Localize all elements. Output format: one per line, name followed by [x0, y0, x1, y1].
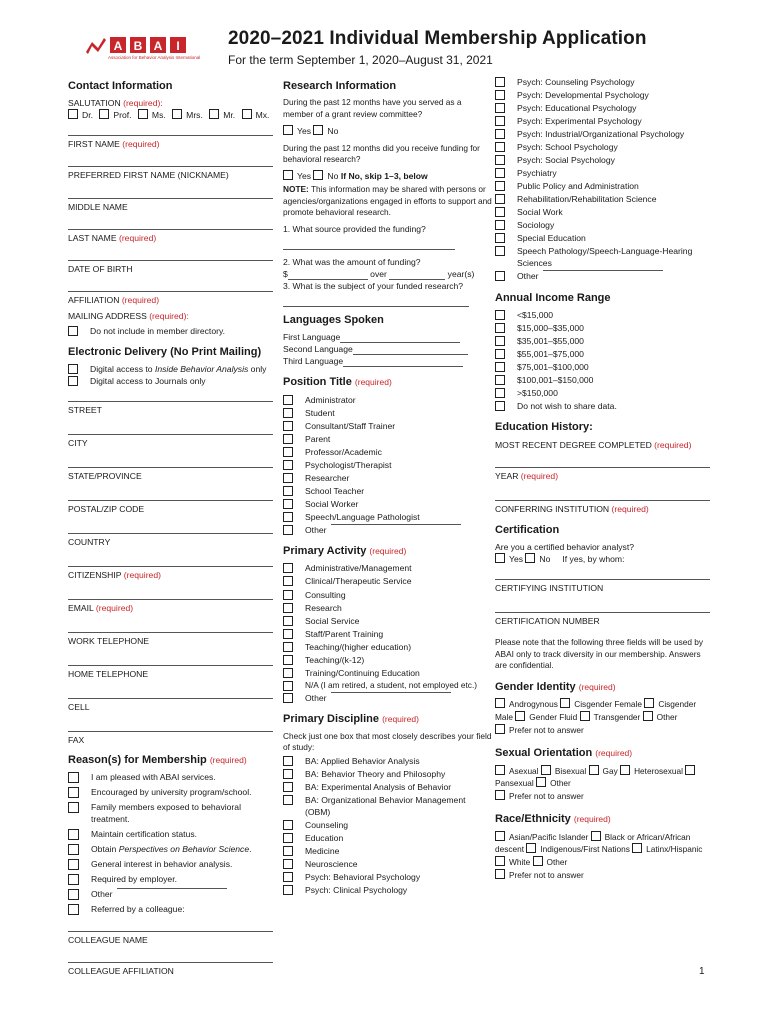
gender-option[interactable]: Cisgender Female — [560, 699, 642, 709]
discipline-option[interactable]: BA: Applied Behavior Analysis — [283, 755, 493, 767]
income-options — [495, 309, 710, 412]
activity-option[interactable]: Research — [283, 602, 493, 614]
reason-option-other[interactable]: Other — [68, 888, 273, 900]
cell-label: CELL — [68, 702, 90, 713]
discipline-option[interactable]: Psych: Industrial/Organizational Psychology — [495, 128, 710, 140]
gender-option[interactable]: Androgynous — [495, 699, 558, 709]
activity-option[interactable]: Clinical/Therapeutic Service — [283, 575, 493, 587]
discipline-option[interactable]: Special Education — [495, 232, 710, 244]
first-name-label: FIRST NAME (required) — [68, 139, 160, 150]
cert-number-input[interactable] — [495, 600, 710, 613]
discipline-options — [283, 755, 493, 896]
digital-iba-option[interactable]: Digital access to Inside Behavior Analysis only — [68, 363, 273, 375]
colleague-name-label: COLLEAGUE NAME — [68, 935, 148, 946]
income-option[interactable]: $15,000–$35,000 — [495, 322, 710, 334]
gender-option[interactable]: Gender Fluid — [515, 712, 577, 722]
certification-question: Are you a certified behavior analyst? — [495, 542, 635, 553]
income-option[interactable]: $75,001–$100,000 — [495, 361, 710, 373]
position-option[interactable]: Psychologist/Therapist — [283, 459, 493, 471]
discipline-option[interactable]: Public Policy and Administration — [495, 180, 710, 192]
activity-option-other[interactable]: Other — [283, 692, 493, 704]
discipline-option[interactable]: Psych: Clinical Psychology — [283, 884, 493, 896]
income-option[interactable]: Do not wish to share data. — [495, 400, 710, 412]
income-option[interactable]: >$150,000 — [495, 387, 710, 399]
preferred-name-input[interactable] — [68, 154, 273, 167]
discipline-option[interactable]: BA: Experimental Analysis of Behavior — [283, 781, 493, 793]
first-language-field[interactable]: First Language — [283, 331, 493, 343]
education-heading: Education History: — [495, 421, 593, 434]
discipline-option[interactable]: Sociology — [495, 219, 710, 231]
dob-input[interactable] — [68, 248, 273, 261]
discipline-option[interactable]: BA: Behavior Theory and Philosophy — [283, 768, 493, 780]
activity-option[interactable]: Administrative/Management — [283, 562, 493, 574]
electronic-heading: Electronic Delivery (No Print Mailing) — [68, 345, 262, 358]
logo-tagline: Association for Behavior Analysis International — [108, 55, 201, 60]
activity-option[interactable]: Teaching/(k-12) — [283, 654, 493, 666]
race-option[interactable]: Prefer not to answer — [495, 870, 584, 880]
position-option[interactable]: Parent — [283, 433, 493, 445]
gender-option[interactable]: Transgender — [580, 712, 641, 722]
salutation-option[interactable]: Dr. — [68, 110, 93, 120]
discipline-option-other[interactable]: Other — [495, 270, 710, 282]
orientation-option[interactable]: Prefer not to answer — [495, 791, 584, 801]
cert-institution-label: CERTIFYING INSTITUTION — [495, 583, 604, 594]
funding-amount-label: 2. What was the amount of funding? — [283, 256, 421, 267]
discipline-option[interactable]: Medicine — [283, 845, 493, 857]
position-option[interactable]: Social Worker — [283, 498, 493, 510]
funding-source-input[interactable] — [283, 237, 455, 250]
middle-name-label: MIDDLE NAME — [68, 201, 128, 212]
discipline-heading: Primary Discipline (required) — [283, 713, 419, 726]
income-heading: Annual Income Range — [495, 291, 611, 304]
orientation-option[interactable]: Bisexual — [541, 766, 586, 776]
gender-options — [495, 698, 710, 736]
year-input[interactable] — [495, 455, 710, 468]
no-directory-option[interactable]: Do not include in member directory. — [68, 325, 273, 337]
salutation-option[interactable]: Prof. — [99, 110, 131, 120]
institution-label: CONFERRING INSTITUTION (required) — [495, 503, 649, 514]
city-label: CITY — [68, 438, 88, 449]
colleague-affiliation-input[interactable] — [68, 950, 273, 963]
cert-number-label: CERTIFICATION NUMBER — [495, 616, 600, 627]
state-input[interactable] — [68, 455, 273, 468]
position-option[interactable]: Student — [283, 407, 493, 419]
discipline-option[interactable]: Speech Pathology/Speech-Language-Hearing Sciences — [495, 245, 710, 269]
reason-option[interactable]: Family members exposed to behavioral treatment. — [68, 801, 273, 825]
city-input[interactable] — [68, 422, 273, 435]
page-number: 1 — [699, 966, 705, 977]
funding-options — [283, 170, 493, 182]
gender-option[interactable]: Cisgender Male — [495, 699, 697, 722]
reason-option[interactable]: I am pleased with ABAI services. — [68, 771, 273, 783]
street-label: STREET — [68, 405, 102, 416]
affiliation-label: AFFILIATION (required) — [68, 294, 160, 305]
orientation-option[interactable]: Other — [536, 778, 571, 788]
cert-no[interactable]: No — [525, 554, 550, 564]
work-phone-input[interactable] — [68, 620, 273, 633]
discipline-options-continued — [495, 76, 710, 283]
home-phone-label: HOME TELEPHONE — [68, 669, 149, 680]
discipline-option[interactable]: Psych: Developmental Psychology — [495, 89, 710, 101]
grant-no[interactable]: No — [313, 126, 338, 136]
street-input[interactable] — [68, 389, 273, 402]
degree-label: MOST RECENT DEGREE COMPLETED (required) — [495, 439, 692, 450]
svg-text:A: A — [153, 39, 163, 53]
position-option[interactable]: Administrator — [283, 394, 493, 406]
funding-amount-row: $ over year(s) — [283, 268, 475, 279]
funding-no[interactable]: No — [313, 171, 338, 181]
position-options — [283, 394, 493, 536]
skip-note: If No, skip 1–3, below — [340, 170, 428, 181]
grant-review-options — [283, 125, 493, 137]
postal-label: POSTAL/ZIP CODE — [68, 504, 145, 515]
colleague-affiliation-label: COLLEAGUE AFFILIATION — [68, 966, 174, 977]
position-option[interactable]: Consultant/Staff Trainer — [283, 420, 493, 432]
gender-heading: Gender Identity (required) — [495, 680, 616, 693]
discipline-option[interactable]: Psych: School Psychology — [495, 141, 710, 153]
position-option[interactable]: Speech/Language Pathologist — [283, 511, 493, 523]
activity-option[interactable]: Social Service — [283, 615, 493, 627]
certification-options: Yes No If yes, by whom: — [495, 553, 710, 565]
citizenship-input[interactable] — [68, 554, 273, 567]
activity-option[interactable]: Consulting — [283, 589, 493, 601]
third-language-field[interactable]: Third Language — [283, 355, 493, 367]
dob-label: DATE OF BIRTH — [68, 263, 133, 274]
position-option[interactable]: Professor/Academic — [283, 446, 493, 458]
mailing-address-label: MAILING ADDRESS (required): — [68, 310, 189, 321]
income-option[interactable]: $35,001–$55,000 — [495, 335, 710, 347]
race-option[interactable]: Asian/Pacific Islander — [495, 832, 588, 842]
discipline-option[interactable]: BA: Organizational Behavior Management (OBM) — [283, 794, 493, 818]
salutation-option[interactable]: Mrs. — [172, 110, 203, 120]
middle-name-input[interactable] — [68, 186, 273, 199]
orientation-option[interactable]: Pansexual — [495, 766, 699, 789]
reason-option-referred[interactable]: Referred by a colleague: — [68, 903, 273, 915]
discipline-option[interactable]: Psych: Educational Psychology — [495, 102, 710, 114]
column-research — [283, 75, 493, 897]
svg-text:I: I — [176, 39, 180, 53]
discipline-option[interactable]: Psychiatry — [495, 167, 710, 179]
orientation-option[interactable]: Asexual — [495, 766, 539, 776]
position-option[interactable]: School Teacher — [283, 485, 493, 497]
income-option[interactable]: $100,001–$150,000 — [495, 374, 710, 386]
cell-input[interactable] — [68, 686, 273, 699]
contact-heading: Contact Information — [68, 80, 173, 92]
discipline-option[interactable]: Psych: Experimental Psychology — [495, 115, 710, 127]
certification-heading: Certification — [495, 523, 560, 536]
discipline-option[interactable]: Counseling — [283, 819, 493, 831]
activity-option[interactable]: N/A (I am retired, a student, not employed etc.) — [283, 680, 493, 692]
discipline-option[interactable]: Education — [283, 832, 493, 844]
preferred-name-label: PREFERRED FIRST NAME (NICKNAME) — [68, 170, 229, 181]
reasons-heading: Reason(s) for Membership (required) — [68, 753, 247, 766]
discipline-intro: Check just one box that most closely describes your field of study: — [283, 730, 492, 753]
discipline-option[interactable]: Neuroscience — [283, 858, 493, 870]
income-option[interactable]: <$15,000 — [495, 309, 710, 321]
column-contact — [68, 75, 273, 981]
first-name-input[interactable] — [68, 123, 273, 136]
year-label: YEAR (required) — [495, 470, 559, 481]
postal-input[interactable] — [68, 488, 273, 501]
country-label: COUNTRY — [68, 537, 111, 548]
discipline-option[interactable]: Psych: Counseling Psychology — [495, 76, 710, 88]
race-option[interactable]: Latinx/Hispanic — [632, 844, 702, 854]
work-phone-label: WORK TELEPHONE — [68, 636, 150, 647]
fax-input[interactable] — [68, 719, 273, 732]
grant-yes[interactable]: Yes — [283, 126, 311, 136]
cert-yes[interactable]: Yes — [495, 554, 523, 564]
languages-heading: Languages Spoken — [283, 313, 384, 326]
position-option-other[interactable]: Other — [283, 524, 493, 536]
fax-label: FAX — [68, 735, 85, 746]
grant-review-question: During the past 12 months have you served as a member of a grant review committee? — [283, 97, 462, 119]
race-option[interactable]: Indigenous/First Nations — [526, 844, 629, 854]
page-subtitle: For the term September 1, 2020–August 31, 2021 — [228, 53, 493, 67]
salutation-option[interactable]: Mr. — [209, 110, 235, 120]
gender-option[interactable]: Other — [643, 712, 678, 722]
discipline-option[interactable]: Rehabilitation/Rehabilitation Science — [495, 193, 710, 205]
orientation-option[interactable]: Gay — [589, 766, 618, 776]
cert-institution-input[interactable] — [495, 567, 710, 580]
funding-subject-label: 3. What is the subject of your funded research? — [283, 280, 464, 291]
country-input[interactable] — [68, 521, 273, 534]
home-phone-input[interactable] — [68, 653, 273, 666]
affiliation-input[interactable] — [68, 279, 273, 292]
last-name-label: LAST NAME (required) — [68, 232, 157, 243]
institution-input[interactable] — [495, 488, 710, 501]
reason-option[interactable]: Obtain Perspectives on Behavior Science. — [68, 843, 273, 855]
reason-option[interactable]: Required by employer. — [68, 873, 273, 885]
state-label: STATE/PROVINCE — [68, 471, 142, 482]
reason-option[interactable]: General interest in behavior analysis. — [68, 858, 273, 870]
email-input[interactable] — [68, 587, 273, 600]
race-options — [495, 831, 710, 881]
colleague-name-input[interactable] — [68, 919, 273, 932]
second-language-field[interactable]: Second Language — [283, 343, 493, 355]
funding-question: During the past 12 months did you receive funding for behavioral research? — [283, 142, 480, 165]
svg-text:A: A — [113, 39, 123, 53]
funding-source-label: 1. What source provided the funding? — [283, 223, 426, 234]
orientation-option[interactable]: Heterosexual — [620, 766, 683, 776]
orientation-options — [495, 765, 710, 803]
svg-text:B: B — [133, 39, 143, 53]
discipline-option[interactable]: Psych: Social Psychology — [495, 154, 710, 166]
research-note: NOTE: This information may be shared with persons or agencies/organizations engaged in efforts to support and promote behavioral research. — [283, 183, 492, 218]
salutation-label: SALUTATION (required): — [68, 98, 163, 109]
column-right — [495, 75, 710, 881]
salutation-options — [68, 109, 273, 121]
activity-options — [283, 562, 493, 704]
race-option[interactable]: White — [495, 857, 530, 867]
reason-option[interactable]: Encouraged by university program/school. — [68, 786, 273, 798]
race-option[interactable]: Black or African/African descent — [495, 831, 691, 855]
discipline-option[interactable]: Psych: Behavioral Psychology — [283, 871, 493, 883]
citizenship-label: CITIZENSHIP (required) — [68, 570, 161, 581]
race-heading: Race/Ethnicity (required) — [495, 813, 611, 826]
salutation-option[interactable]: Mx. — [242, 110, 270, 120]
funding-yes[interactable]: Yes — [283, 171, 311, 181]
orientation-heading: Sexual Orientation (required) — [495, 747, 633, 760]
income-option[interactable]: $55,001–$75,000 — [495, 348, 710, 360]
activity-option[interactable]: Training/Continuing Education — [283, 667, 493, 679]
email-label: EMAIL (required) — [68, 603, 134, 614]
race-option[interactable]: Other — [533, 857, 568, 867]
discipline-option[interactable]: Social Work — [495, 206, 710, 218]
activity-option[interactable]: Staff/Parent Training — [283, 628, 493, 640]
last-name-input[interactable] — [68, 217, 273, 230]
position-option[interactable]: Researcher — [283, 472, 493, 484]
page-title: 2020–2021 Individual Membership Application — [228, 28, 647, 49]
research-heading: Research Information — [283, 80, 397, 92]
salutation-option[interactable]: Ms. — [138, 110, 166, 120]
digital-journals-option[interactable]: Digital access to Journals only — [68, 375, 273, 387]
funding-subject-input[interactable] — [283, 294, 469, 307]
reason-option[interactable]: Maintain certification status. — [68, 828, 273, 840]
position-heading: Position Title (required) — [283, 376, 392, 389]
activity-heading: Primary Activity (required) — [283, 545, 407, 558]
activity-option[interactable]: Teaching/(higher education) — [283, 641, 493, 653]
diversity-note: Please note that the following three fields will be used by ABAI only to track diversity in our membership. Answers are confidential. — [495, 637, 704, 671]
gender-option[interactable]: Prefer not to answer — [495, 725, 584, 735]
